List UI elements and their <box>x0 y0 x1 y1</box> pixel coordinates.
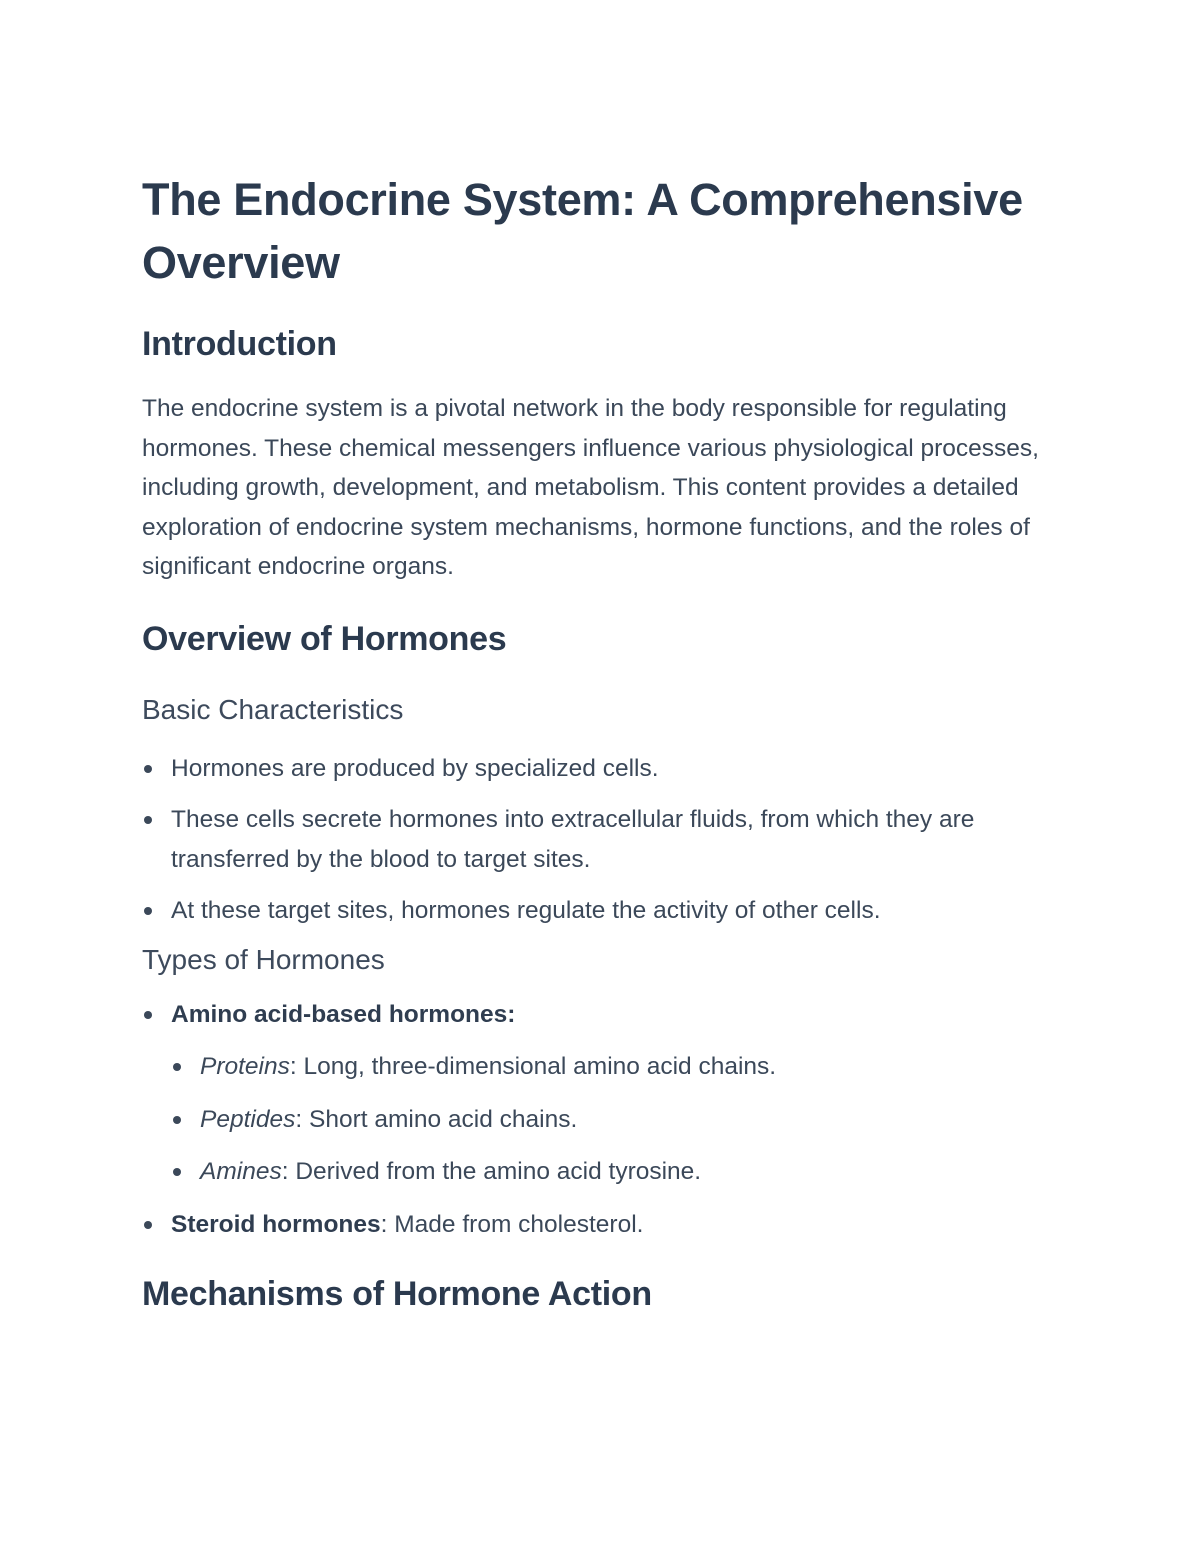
list-item-amino-acid-based <box>142 995 1042 1192</box>
list-item: Hormones are produced by specialized cells. <box>142 749 1042 789</box>
term-separator: : <box>295 1105 303 1133</box>
term-amines: Amines <box>200 1158 282 1185</box>
document-page <box>142 168 1042 1314</box>
term-description: Long, three-dimensional amino acid chains. <box>296 1053 777 1080</box>
list-item: At these target sites, hormones regulate the activity of other cells. <box>142 891 1042 931</box>
basic-characteristics-list <box>142 749 1042 931</box>
basic-characteristics-heading: Basic Characteristics <box>142 693 404 725</box>
introduction-heading: Introduction <box>142 325 337 363</box>
types-of-hormones-heading: Types of Hormones <box>142 943 385 975</box>
list-item-steroid <box>142 1205 1042 1245</box>
overview-heading: Overview of Hormones <box>142 619 507 658</box>
term-description: Derived from the amino acid tyrosine. <box>288 1158 702 1185</box>
list-item-amines <box>171 1152 1042 1192</box>
list-item: These cells secrete hormones into extracellular fluids, from which they are transferred by the blood to target sites. <box>142 800 1042 879</box>
mechanisms-heading: Mechanisms of Hormone Action <box>142 1275 652 1313</box>
term-description: Short amino acid chains. <box>302 1105 578 1133</box>
term-separator: : <box>281 1158 289 1185</box>
term-separator: : <box>289 1053 297 1080</box>
amino-acid-based-label: Amino acid-based hormones: <box>171 1000 516 1028</box>
amino-acid-subtypes-list <box>171 1047 1042 1192</box>
list-item-proteins <box>171 1047 1042 1087</box>
types-of-hormones-list <box>142 995 1042 1245</box>
term-peptides: Peptides <box>200 1105 296 1133</box>
steroid-hormones-label: Steroid hormones <box>171 1210 381 1238</box>
list-item-peptides <box>171 1100 1042 1140</box>
introduction-paragraph: The endocrine system is a pivotal network in the body responsible for regulating hormones. These chemical messengers influence various physiological processes, including growth, development, and metabolism. This content provides a detailed exploration of endocrine system mechanisms, hormone functions, and the roles of significant endocrine organs. <box>142 395 1039 580</box>
steroid-description: : Made from cholesterol. <box>380 1210 644 1238</box>
document-title: The Endocrine System: A Comprehensive Overview <box>142 174 1023 288</box>
term-proteins: Proteins <box>200 1053 290 1080</box>
